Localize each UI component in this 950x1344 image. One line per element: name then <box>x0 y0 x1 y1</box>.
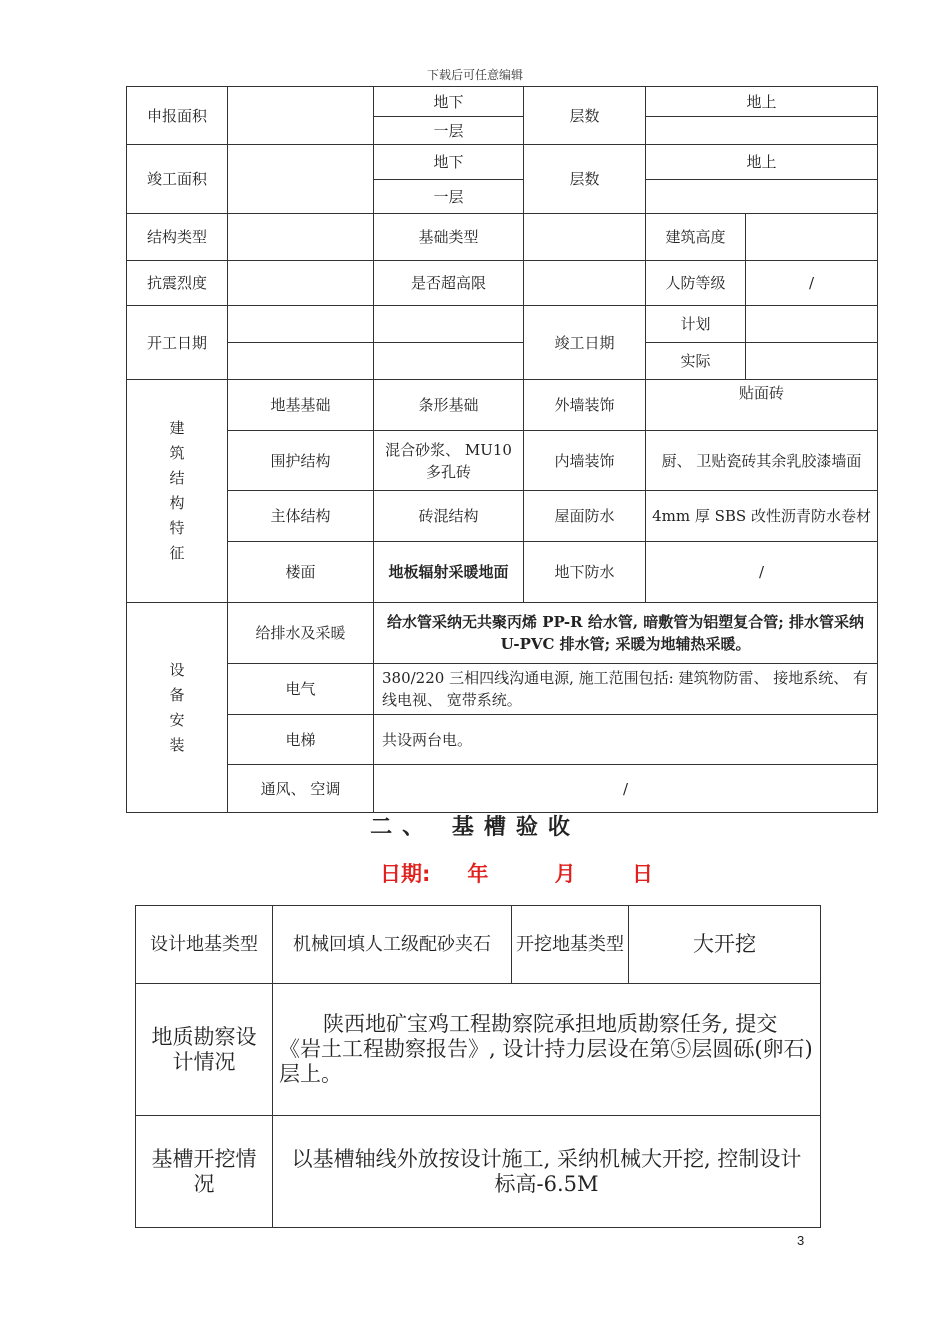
civil-defense-value: / <box>746 261 878 306</box>
roof-waterproof-value: 4mm 厚 SBS 改性沥青防水卷材 <box>646 491 878 542</box>
main-structure-label: 主体结构 <box>228 491 374 542</box>
seismic-value <box>228 261 374 306</box>
interior-value: 厨、 卫贴瓷砖其余乳胶漆墙面 <box>646 431 878 491</box>
trench-label: 基槽开挖情况 <box>136 1116 273 1228</box>
structure-type-label: 结构类型 <box>127 214 228 261</box>
completed-area-label: 竣工面积 <box>127 145 228 214</box>
building-height-value <box>746 214 878 261</box>
features-group-label: 建 筑 结 构 特 征 <box>127 380 228 603</box>
electrical-label: 电气 <box>228 664 374 715</box>
elevator-label: 电梯 <box>228 715 374 765</box>
plan-value <box>746 306 878 343</box>
underground-waterproof-value: / <box>646 542 878 603</box>
completed-area-value <box>228 145 374 214</box>
design-foundation-value: 机械回填人工级配砂夹石 <box>273 906 512 984</box>
section-title: 二、 基槽验收 <box>370 815 580 840</box>
equipment-group-label: 设 备 安 装 <box>127 603 228 813</box>
civil-defense-label: 人防等级 <box>646 261 746 306</box>
date-label: 日期: <box>380 862 431 886</box>
date-line <box>380 858 653 888</box>
declared-area-label: 申报面积 <box>127 87 228 145</box>
trench-value: 以基槽轴线外放按设计施工, 采纳机械大开挖, 控制设计标高-6.5M <box>273 1116 821 1228</box>
roof-waterproof-label: 屋面防水 <box>524 491 646 542</box>
excavation-type-value: 大开挖 <box>629 906 821 984</box>
plumbing-value: 给水管采纳无共聚丙烯 PP-R 给水管, 暗敷管为铝塑复合管; 排水管采纳 U-PVC 排水管; 采暖为地辅热采暖。 <box>374 603 878 664</box>
start-date-value-4 <box>374 343 524 380</box>
enclosure-value: 混合砂浆、 MU10多孔砖 <box>374 431 524 491</box>
start-date-value-3 <box>228 343 374 380</box>
actual-label: 实际 <box>646 343 746 380</box>
floor-value: 地板辐射采暖地面 <box>374 542 524 603</box>
electrical-value: 380/220 三相四线沟通电源, 施工范围包括: 建筑物防雷、 接地系统、 有线电视、 宽带系统。 <box>374 664 878 715</box>
completion-date-label: 竣工日期 <box>524 306 646 380</box>
date-month: 月 <box>554 862 576 886</box>
header-note: 下载后可任意编辑 <box>426 68 523 82</box>
completed-floor1: 一层 <box>374 180 524 214</box>
underground-waterproof-label: 地下防水 <box>524 542 646 603</box>
foundation-type-value <box>524 214 646 261</box>
completed-floors-label: 层数 <box>524 145 646 214</box>
start-date-value-2 <box>374 306 524 343</box>
plumbing-label: 给排水及采暖 <box>228 603 374 664</box>
structure-type-value <box>228 214 374 261</box>
exterior-label: 外墙装饰 <box>524 380 646 431</box>
plan-label: 计划 <box>646 306 746 343</box>
declared-floor1: 一层 <box>374 117 524 145</box>
date-day: 日 <box>631 862 653 886</box>
floor-label: 楼面 <box>228 542 374 603</box>
foundation-trench-table <box>135 905 821 1228</box>
start-date-value-1 <box>228 306 374 343</box>
interior-label: 内墙装饰 <box>524 431 646 491</box>
foundation-value: 条形基础 <box>374 380 524 431</box>
declared-underground: 地下 <box>374 87 524 117</box>
over-limit-label: 是否超高限 <box>374 261 524 306</box>
foundation-label: 地基基础 <box>228 380 374 431</box>
date-year: 年 <box>467 862 489 886</box>
hvac-value: / <box>374 765 878 813</box>
completed-underground: 地下 <box>374 145 524 180</box>
actual-value <box>746 343 878 380</box>
completed-above: 地上 <box>646 145 878 180</box>
enclosure-label: 围护结构 <box>228 431 374 491</box>
geology-label: 地质勘察设计情况 <box>136 984 273 1116</box>
design-foundation-label: 设计地基类型 <box>136 906 273 984</box>
seismic-label: 抗震烈度 <box>127 261 228 306</box>
declared-above-value <box>646 117 878 145</box>
page-number: 3 <box>797 1233 805 1248</box>
declared-floors-label: 层数 <box>524 87 646 145</box>
declared-area-value <box>228 87 374 145</box>
foundation-type-label: 基础类型 <box>374 214 524 261</box>
building-height-label: 建筑高度 <box>646 214 746 261</box>
over-limit-value <box>524 261 646 306</box>
exterior-value: 贴面砖 <box>646 380 878 431</box>
main-structure-value: 砖混结构 <box>374 491 524 542</box>
excavation-type-label: 开挖地基类型 <box>512 906 629 984</box>
declared-above: 地上 <box>646 87 878 117</box>
project-info-table <box>126 86 878 813</box>
geology-value: 陕西地矿宝鸡工程勘察院承担地质勘察任务, 提交《岩土工程勘察报告》, 设计持力层设在第⑤层圆砾(卵石) 层上。 <box>273 984 821 1116</box>
hvac-label: 通风、 空调 <box>228 765 374 813</box>
completed-above-value <box>646 180 878 214</box>
elevator-value: 共设两台电。 <box>374 715 878 765</box>
start-date-label: 开工日期 <box>127 306 228 380</box>
